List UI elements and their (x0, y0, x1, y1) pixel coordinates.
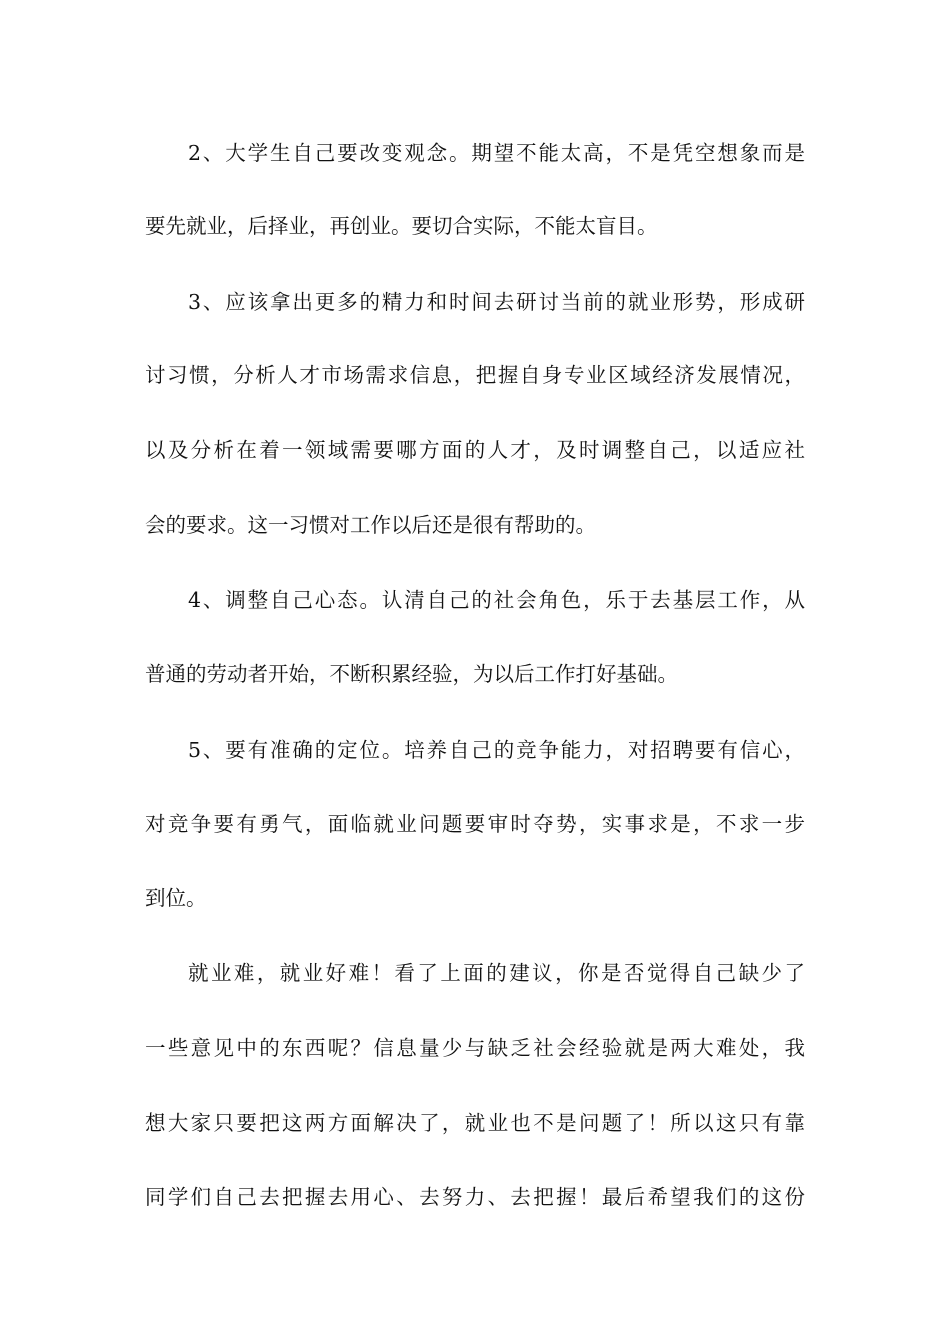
paragraph-3-line-1: 3、应该拿出更多的精力和时间去研讨当前的就业形势，形成研 (188, 290, 805, 314)
paragraph-6-line-2: 一些意见中的东西呢？信息量少与缺乏社会经验就是两大难处，我 (145, 1036, 805, 1060)
paragraph-4-line-2: 普通的劳动者开始，不断积累经验，为以后工作打好基础。 (145, 662, 678, 686)
paragraph-3-line-2: 讨习惯，分析人才市场需求信息，把握自身专业区域经济发展情况， (145, 363, 805, 387)
paragraph-2-line-1: 2、大学生自己要改变观念。期望不能太高，不是凭空想象而是 (188, 141, 805, 165)
paragraph-5-line-3: 到位。 (145, 886, 207, 910)
paragraph-6-line-1: 就业难，就业好难！看了上面的建议，你是否觉得自己缺少了 (188, 961, 805, 985)
paragraph-2-line-2: 要先就业，后择业，再创业。要切合实际，不能太盲目。 (145, 214, 658, 238)
paragraph-5-line-2: 对竞争要有勇气，面临就业问题要审时夺势，实事求是，不求一步 (145, 812, 805, 836)
paragraph-3-line-4: 会的要求。这一习惯对工作以后还是很有帮助的。 (145, 513, 596, 537)
paragraph-4-line-1: 4、调整自己心态。认清自己的社会角色，乐于去基层工作，从 (188, 588, 805, 612)
paragraph-5-line-1: 5、要有准确的定位。培养自己的竞争能力，对招聘要有信心， (188, 738, 805, 762)
paragraph-6-line-3: 想大家只要把这两方面解决了，就业也不是问题了！所以这只有靠 (145, 1111, 805, 1135)
paragraph-6-line-4: 同学们自己去把握去用心、去努力、去把握！最后希望我们的这份 (145, 1185, 805, 1209)
paragraph-3-line-3: 以及分析在着一领域需要哪方面的人才，及时调整自己，以适应社 (145, 438, 805, 462)
